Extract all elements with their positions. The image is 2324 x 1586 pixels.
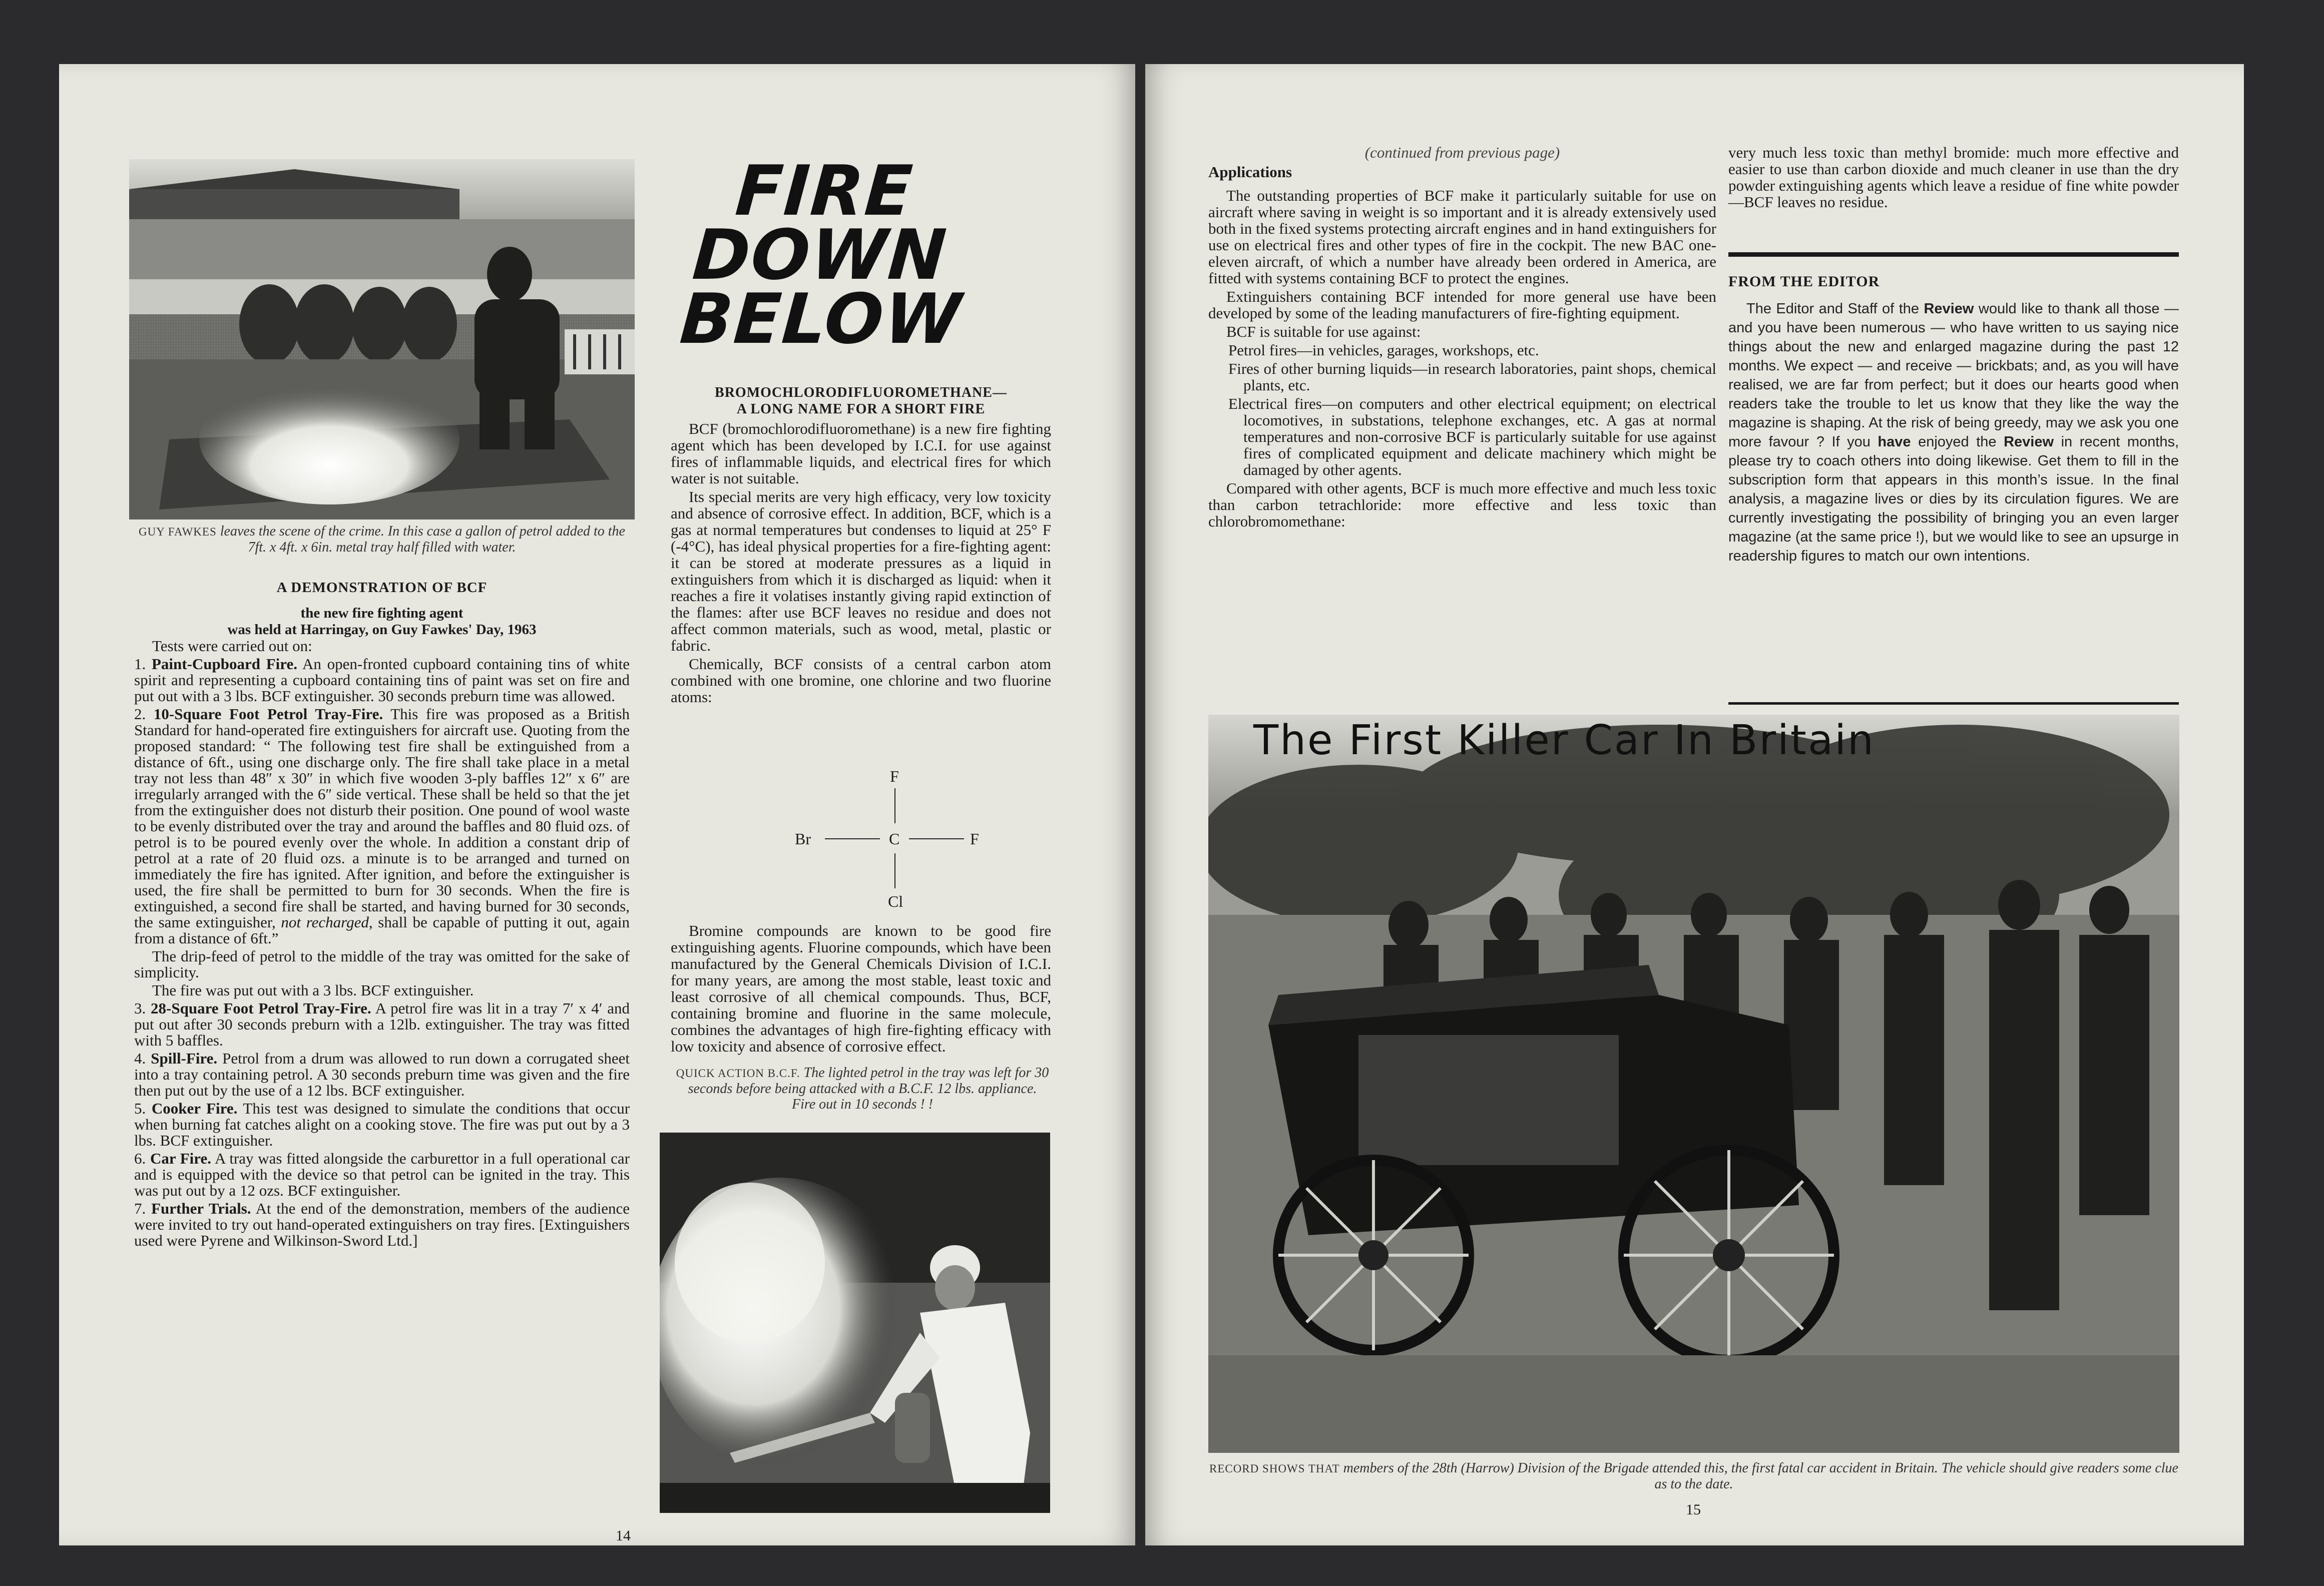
demo-item-number: 7. [134, 1200, 152, 1217]
demo-item-number: 5. [134, 1100, 152, 1117]
caption3-smallcaps: RECORD SHOWS THAT [1209, 1462, 1340, 1475]
killer-car-illustration [1208, 715, 2179, 1453]
caption3-text: members of the 28th (Harrow) Division of the Brigade attended this, the first fatal car accident in Britain. The vehicle should give readers some clue as to the date. [1339, 1460, 2178, 1492]
demo-item-text: The fire was put out with a 3 lbs. BCF extinguisher. [152, 981, 474, 999]
app-list-item: Electrical fires—on computers and other electrical equipment; on electrical locomotives, in substations, telephone exchanges, etc. A gas at normal temperatures and non-corrosive BCF is particularly suitable for use against fires of complicated equipment and delicate machinery which might be damaged by other agents. [1228, 395, 1716, 478]
demo-item-number: 2. [134, 705, 154, 723]
demo-intro: Tests were carried out on: [152, 637, 312, 655]
left-page [59, 64, 1135, 1545]
demo-item [134, 656, 630, 704]
editor-heading: FROM THE EDITOR [1728, 273, 1880, 290]
demo-item-text: A tray was fitted alongside the carburettor in a full operational car and is equipped with the device so that petrol can be ignited in the tray. This was put out by a 12 ozs. BCF extinguisher. [134, 1150, 630, 1199]
caption-guy-fawkes [134, 523, 630, 555]
bond-bottom [894, 853, 895, 888]
caption-quick-action [675, 1065, 1050, 1112]
demo-item-number: 1. [134, 655, 152, 673]
demo-item-title: Car Fire. [150, 1150, 211, 1167]
photo-first-killer-car [1208, 715, 2179, 1453]
caption-record-shows [1208, 1460, 2179, 1492]
demo-item-title: 28-Square Foot Petrol Tray-Fire. [151, 999, 371, 1017]
fire-tray-illustration [129, 159, 635, 519]
editor-body [1728, 299, 2179, 566]
bcf-structural-formula [795, 767, 995, 912]
demo-item-text: At the end of the demonstration, members of the audience were invited to try out hand-operated extinguishers on tray fires. [Extinguishers used were Pyrene and Wilkinson-Sword Ltd.] [134, 1200, 630, 1249]
article-title [677, 151, 965, 359]
continuation-column [1728, 144, 2179, 212]
extinguisher-illustration [660, 1133, 1050, 1513]
editor-bold-text: have [1878, 434, 1911, 450]
demo-item [134, 1151, 630, 1199]
demo-item [134, 1050, 630, 1099]
editor-text: enjoyed the [1911, 434, 2004, 450]
demo-item-title: Further Trials. [151, 1200, 251, 1217]
editor-text: would like to thank all those — and you have been numerous — who have written to us saying nice things about the new and enlarged magazine during the past 12 months. We expect — and receive — brickbats; and, as you will have realised, we are far from perfect; but it does our hearts good when readers take the trouble to let us know that they like the way the magazine is shaping. At the risk of being greedy, may we ask you one more favour ? If you [1728, 301, 2179, 450]
caption2-text: The lighted petrol in the tray was left for 30 seconds before being attacked with a B.C.F. 12 lbs. appliance. Fire out in 10 seconds ! ! [688, 1065, 1049, 1112]
applications-column [1208, 144, 1716, 532]
formula-bottom-cl: Cl [888, 892, 903, 910]
bcf-article-column [671, 384, 1051, 707]
demo-item-text: An open-fronted cupboard containing tins of white spirit and representing a cupboard containing tins of paint was set on fire and put out with a 3 lbs. BCF extinguisher. 30 seconds preburn time was allowed. [134, 655, 630, 705]
continued-note: (continued from previous page) [1364, 144, 1560, 161]
editor-bold-text: Review [2004, 434, 2054, 450]
demo-item-text: Petrol from a drum was allowed to run down a corrugated sheet into a tray containing petrol. A 30 seconds preburn time was given and the fire then put out by the use of a 12 lbs. BCF extinguisher. [134, 1049, 630, 1099]
bcf-heading-1: BROMOCHLORODIFLUOROMETHANE— [715, 385, 1007, 400]
demo-heading: A DEMONSTRATION OF BCF [276, 580, 488, 596]
title-line-2: DOWN [690, 215, 950, 295]
demo-item-number: 6. [134, 1150, 150, 1167]
photo-guy-fawkes-fire [129, 159, 635, 519]
app-list [1208, 342, 1716, 478]
bcf-para-2: Its special merits are very high efficacy, very low toxicity and absence of corrosive effect. In addition, BCF, which is a gas at normal temperatures but condenses to liquid at 25° F (-4°C), has ideal physical properties for a fire-fighting agent: it can be stored at moderate pressures as a liquid in extinguishers from which it is discharged as liquid: when it reaches a fire it volatises instantly giving rapid extinction of the flames: after use BCF leaves no residue and does not affect common materials, such as wood, metal, plastic or fabric. [671, 488, 1051, 654]
editor-text: The Editor and Staff of the [1746, 301, 1924, 317]
bcf-para-3: Chemically, BCF consists of a central carbon atom combined with one bromine, one chlorine and two fluorine atoms: [671, 655, 1051, 706]
app-para-1: The outstanding properties of BCF make it particularly suitable for use on aircraft where saving in weight is so important and it is already extensively used both in the fixed systems protecting aircraft engines and in hand extinguishers for use on electrical fires and other types of fire in the cockpit. The new BAC one-eleven aircraft, of which a number have already been ordered in America, are fitted with systems containing BCF to protect the engines. [1208, 187, 1716, 287]
demo-item [134, 1101, 630, 1149]
title-line-3: BELOW [677, 279, 965, 359]
demo-item-italic: not recharged [281, 913, 369, 931]
col2-para: very much less toxic than methyl bromide: much more effective and easier to use than carbon dioxide and much cleaner in use than the dry powder extinguishing agents which leave a residue of fine white powder—BCF leaves no residue. [1728, 144, 2179, 211]
demo-item-text: The drip-feed of petrol to the middle of the tray was omitted for the sake of simplicity. [134, 947, 630, 981]
app-list-item: Fires of other burning liquids—in research laboratories, paint shops, chemical plants, etc. [1228, 360, 1716, 394]
demo-item [134, 1000, 630, 1048]
demo-item [134, 1201, 630, 1249]
app-list-item: Petrol fires—in vehicles, garages, workshops, etc. [1228, 341, 1539, 359]
formula-right-f: F [970, 830, 979, 848]
demo-item-title: Cooker Fire. [151, 1100, 238, 1117]
demo-subheading-2: was held at Harringay, on Guy Fawkes' Day, 1963 [227, 622, 537, 638]
demo-subheading-1: the new fire fighting agent [300, 605, 463, 621]
formula-left-br: Br [795, 830, 811, 848]
demo-items-list [134, 638, 630, 1249]
bond-top [894, 788, 895, 823]
app-para-4: Compared with other agents, BCF is much more effective and much less toxic than carbon tetrachloride: more effective and less toxic than chlorobromomethane: [1208, 479, 1716, 530]
bcf-para-1: BCF (bromochlorodifluoromethane) is a new fire fighting agent which has been developed by I.C.I. for use against fires of inflammable liquids, and electrical fires for which water is not suitable. [671, 420, 1051, 487]
editor-bottom-rule [1728, 702, 2179, 705]
right-page [1145, 64, 2244, 1545]
demo-article-column [134, 580, 630, 1251]
bcf-para-4: Bromine compounds are known to be good fire extinguishing agents. Fluorine compounds, which have been manufactured by the General Chemicals Division of I.C.I. for many years, are among the most stable, least toxic and least corrosive of all chemical compounds. Thus, BCF, containing bromine and fluorine in the same molecule, combines the advantages of high fire-fighting efficacy with low toxicity and absence of corrosive effect. [671, 922, 1051, 1055]
demo-item-text-after: , shall be capable of putting it out, again from a distance of 6ft.” [134, 913, 630, 947]
caption-text: leaves the scene of the crime. In this case a gallon of petrol added to the 7ft. x 4ft. x 6in. metal tray half filled with water. [216, 523, 625, 555]
editor-top-rule [1728, 252, 2179, 257]
caption-smallcaps: GUY FAWKES [139, 525, 217, 538]
page-number-right: 15 [1686, 1501, 1701, 1518]
demo-item-number: 4. [134, 1049, 151, 1067]
app-para-2: Extinguishers containing BCF intended for more general use have been developed by some of the leading manufacturers of fire-fighting equipment. [1208, 288, 1716, 322]
caption2-smallcaps: QUICK ACTION B.C.F. [676, 1067, 800, 1080]
page-number-left: 14 [616, 1527, 631, 1544]
demo-item-title: Paint-Cupboard Fire. [151, 655, 297, 673]
editor-text: in recent months, please try to coach others into doing likewise. Get them to fill in the subscription form that appears in this month’s issue. In the final analysis, a magazine lives or dies by its circulation figures. We are currently investigating the possibility of bringing you an even larger magazine (at the same price !), but we would like to see an upsurge in readership figures to match our own intentions. [1728, 434, 2179, 564]
demo-item [134, 948, 630, 980]
killer-car-title: The First Killer Car In Britain [1253, 717, 1875, 764]
title-line-1: FIRE [733, 151, 916, 231]
formula-center-c: C [889, 830, 900, 848]
demo-item [134, 982, 630, 998]
demo-item-number: 3. [134, 999, 151, 1017]
demo-item-text: This test was designed to simulate the conditions that occur when burning fat catches alight on a cooking stove. The fire was put out by a 3 lbs. BCF extinguisher. [134, 1100, 630, 1149]
demo-item-title: Spill-Fire. [151, 1049, 218, 1067]
bond-left [825, 838, 880, 839]
demo-item [134, 706, 630, 946]
demo-item-text: A petrol fire was lit in a tray 7′ x 4′ and put out after 30 seconds preburn with a 12lb. extinguisher. The tray was fitted with 5 baffles. [134, 999, 630, 1049]
bcf-article-column-2 [671, 922, 1051, 1056]
applications-heading: Applications [1208, 163, 1292, 181]
app-para-3: BCF is suitable for use against: [1226, 323, 1421, 340]
bond-right [909, 838, 964, 839]
formula-top-f: F [890, 767, 899, 785]
editor-bold-text: Review [1924, 301, 1974, 317]
bcf-heading-2: A LONG NAME FOR A SHORT FIRE [736, 401, 986, 417]
photo-quick-action [660, 1133, 1050, 1513]
demo-item-title: 10-Square Foot Petrol Tray-Fire. [153, 705, 383, 723]
demo-item-text: This fire was proposed as a British Standard for hand-operated fire extinguishers for aircraft use. Quoting from the proposed standard: “ The following test fire shall be extinguished from a distance of 6ft., using one discharge only. The fire shall take place in a metal tray not less than 48″ x 30″ in which five wooden 3-ply baffles 12″ x 6″ are irregularly arranged with the 6″ side vertical. These shall be held so that the jet from the extinguisher does not disturb their position. One pound of wool waste to be evenly distributed over the tray and around the baffles and 80 fluid ozs. of petrol is to be poured evenly over the whole. In addition a constant drip of petrol at a rate of 20 fluid ozs. a minute is to be arranged and turned on immediately the fire has ignited. After ignition, and before the extinguisher is used, the fire shall be permitted to burn for 30 seconds. When the fire is extinguished, a second fire shall be started, and having burned for 30 seconds, the same extinguisher, [134, 705, 630, 931]
